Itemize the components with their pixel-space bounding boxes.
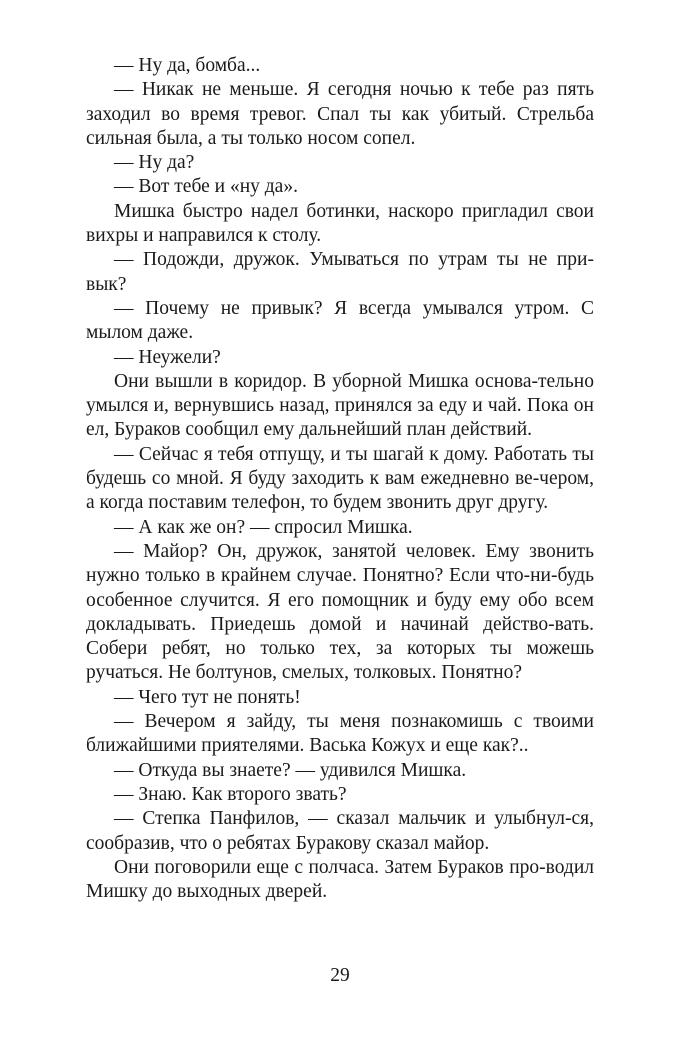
paragraph: — Сейчас я тебя отпущу, и ты шагай к дому. Работать ты будешь со мной. Я буду заходить к вам ежедневно ве-чером, а когда поставим телефон, то будем звонить друг другу. (86, 443, 594, 514)
page-number: 29 (330, 965, 350, 986)
paragraph: — Степка Панфилов, — сказал мальчик и улыбнул-ся, сообразив, что о ребятах Буракову сказал майор. (86, 808, 594, 854)
paragraph: — Ну да? (114, 152, 195, 174)
paragraph: Они поговорили еще с полчаса. Затем Бураков про-водил Мишку до выходных дверей. (86, 856, 594, 903)
paragraph: — Чего тут не понять! (114, 686, 301, 708)
paragraph: — Почему не привык? Я всегда умывался утром. С мылом даже. (86, 297, 594, 344)
paragraph: — Майор? Он, дружок, занятой человек. Ему звонить нужно только в крайнем случае. Понятно? Если что-ни-будь особенное случится. Я его помощник и буду ему обо всем докладывать. Приедешь домой и начинай действо-вать. Собери ребят, но только тех, за которых ты можешь ручаться. Не болтунов, смелых, толковых. Понятно? (86, 540, 594, 684)
paragraph: — Никак не меньше. Я сегодня ночью к тебе раз пять заходил во время тревог. Спал ты как убитый. Стрельба сильная была, а ты только носом сопел. (86, 79, 594, 149)
paragraph: Они вышли в коридор. В уборной Мишка основа-тельно умылся и, вернувшись назад, принялся за еду и чай. Пока он ел, Бураков сообщил ему дальнейший план действий. (86, 370, 594, 441)
paragraph: — Знаю. Как второго звать? (114, 783, 347, 805)
paragraph: — Подожди, дружок. Умываться по утрам ты не при-вык? (86, 249, 594, 295)
paragraph: — А как же он? — спросил Мишка. (114, 516, 413, 538)
paragraph: — Откуда вы знаете? — удивился Мишка. (114, 759, 467, 781)
paragraph: Мишка быстро надел ботинки, наскоро пригладил свои вихры и направился к столу. (86, 200, 594, 247)
paragraph: — Неужели? (114, 346, 221, 368)
book-page-text (86, 54, 594, 904)
paragraph: — Вечером я зайду, ты меня познакомишь с твоими ближайшими приятелями. Васька Кожух и еще как?.. (86, 711, 594, 757)
paragraph: — Вот тебе и «ну да». (114, 176, 298, 198)
paragraph: — Ну да, бомба... (114, 55, 261, 76)
